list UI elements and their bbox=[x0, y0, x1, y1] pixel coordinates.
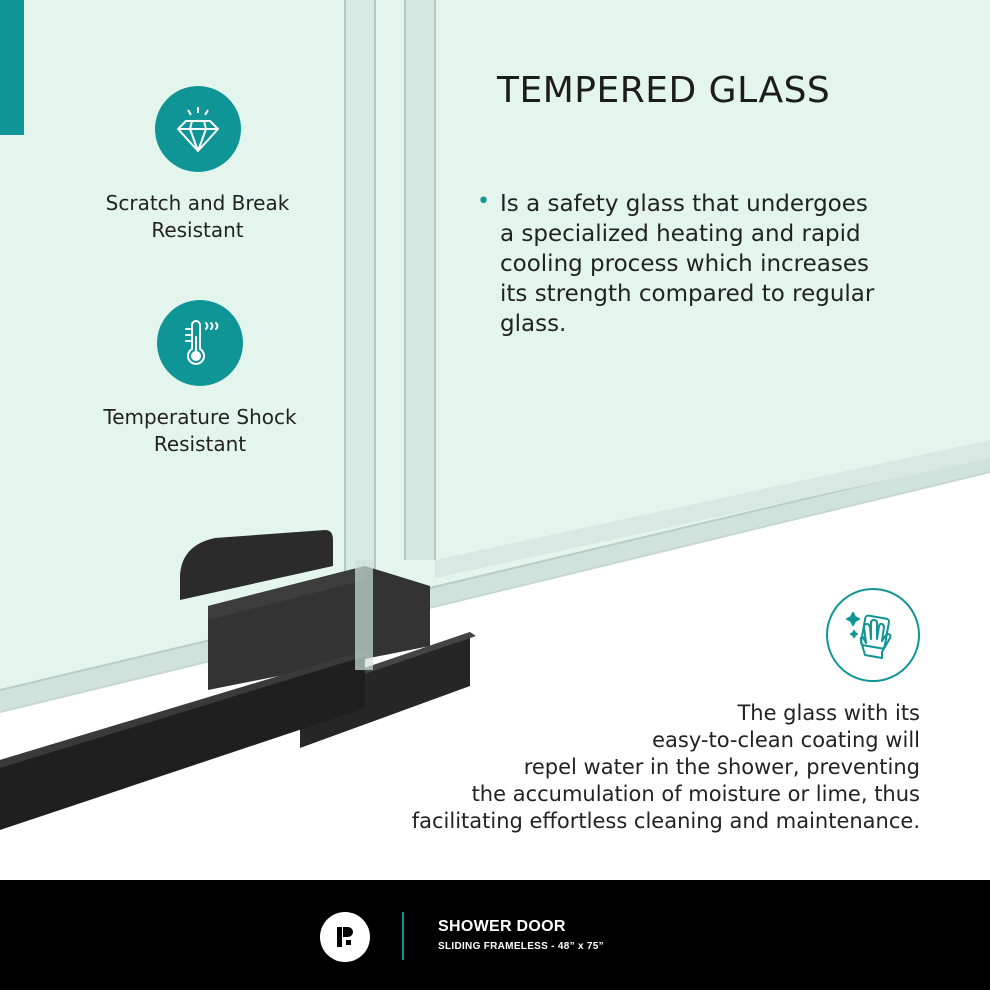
footer-divider bbox=[402, 912, 404, 960]
footer-title: SHOWER DOOR bbox=[438, 918, 566, 935]
cleaning-hand-icon bbox=[841, 603, 905, 667]
tempered-glass-description bbox=[477, 189, 874, 339]
feature-label-line-2: Resistant bbox=[153, 432, 247, 456]
thermometer-icon bbox=[172, 315, 228, 371]
cleaning-icon-circle bbox=[826, 588, 920, 682]
accent-bar bbox=[0, 0, 24, 135]
description-line: cooling process which increases bbox=[500, 251, 869, 277]
brand-logo-icon bbox=[330, 922, 360, 952]
feature-label-line-2: Resistant bbox=[151, 218, 244, 242]
section-heading: TEMPERED GLASS bbox=[497, 70, 831, 111]
feature-label-line-1: Temperature Shock bbox=[103, 405, 297, 429]
clean-line: easy-to-clean coating will bbox=[652, 728, 920, 752]
clean-line: facilitating effortless cleaning and maintenance. bbox=[411, 809, 920, 833]
footer-subtitle: SLIDING FRAMELESS - 48” x 75” bbox=[438, 941, 604, 952]
description-line: its strength compared to regular bbox=[500, 281, 875, 307]
feature-label-line-1: Scratch and Break bbox=[105, 191, 290, 215]
footer-bar bbox=[0, 880, 990, 990]
diamond-icon bbox=[170, 101, 226, 157]
feature-scratch-resistant bbox=[90, 86, 305, 244]
description-line: a specialized heating and rapid bbox=[500, 221, 861, 247]
bullet-marker: • bbox=[477, 189, 490, 214]
clean-line: the accumulation of moisture or lime, thus bbox=[471, 782, 920, 806]
icon-circle bbox=[155, 86, 241, 172]
description-line: glass. bbox=[500, 311, 567, 337]
icon-circle bbox=[157, 300, 243, 386]
description-line: Is a safety glass that undergoes bbox=[500, 191, 868, 217]
clean-line: The glass with its bbox=[737, 701, 920, 725]
brand-logo bbox=[320, 912, 370, 962]
feature-temperature-resistant bbox=[90, 300, 310, 458]
clean-line: repel water in the shower, preventing bbox=[523, 755, 920, 779]
easy-clean-description bbox=[412, 700, 920, 835]
